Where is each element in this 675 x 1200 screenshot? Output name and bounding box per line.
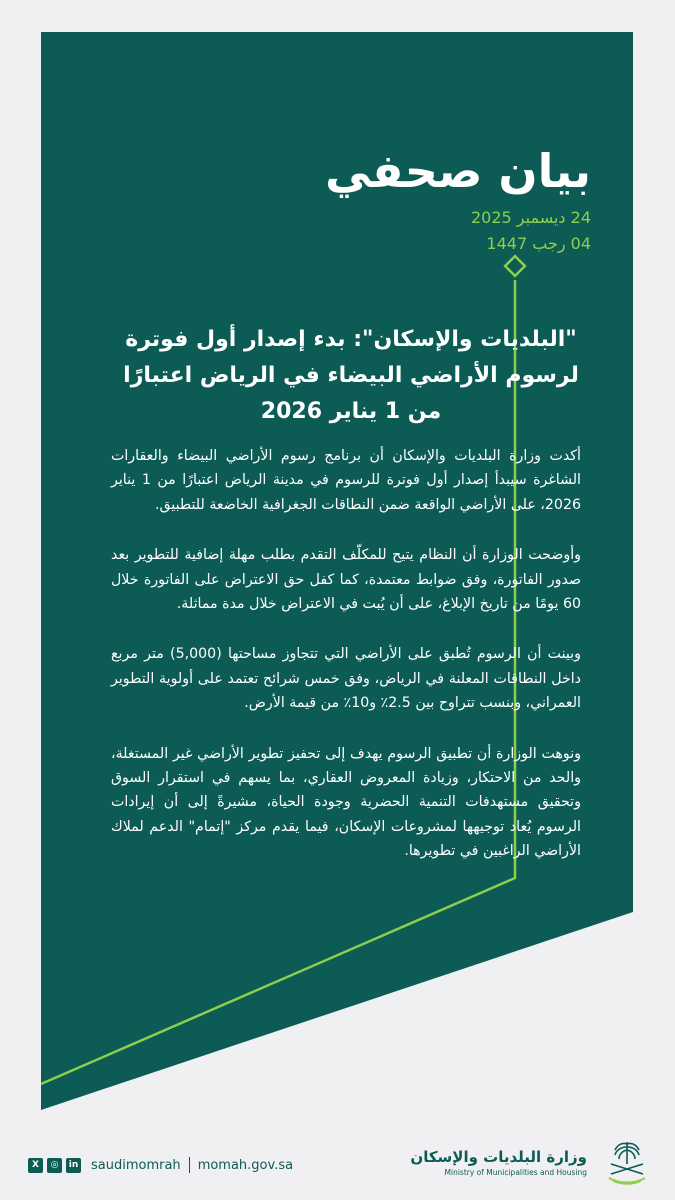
linkedin-icon[interactable]: in (66, 1158, 81, 1173)
date-hijri: 04 رجب 1447 (486, 234, 591, 253)
ministry-logo (410, 1138, 655, 1186)
website-link[interactable]: momah.gov.sa (197, 1157, 294, 1173)
body-text (111, 444, 581, 890)
headline: "البلديات والإسكان": بدء إصدار أول فوترة لرسوم الأراضي البيضاء في الرياض اعتبارًا من 1 يناير 2026 (123, 327, 579, 424)
ministry-name-english: Ministry of Municipalities and Housing (444, 1167, 587, 1177)
x-icon[interactable]: X (28, 1158, 43, 1173)
date-gregorian: 24 ديسمبر 2025 (470, 208, 591, 227)
diamond-icon (505, 256, 525, 276)
saudi-emblem-icon (599, 1138, 655, 1186)
paragraph-1: أكدت وزارة البلديات والإسكان أن برنامج رسوم الأراضي البيضاء والعقارات الشاغرة سيبدأ إصدار أول فوترة للرسوم في مدينة الرياض اعتبارًا من 1 يناير 2026، على الأراضي الواقعة ضمن النطاقات الجغرافية الخاضعة للتطبيق. (111, 448, 581, 513)
press-release-card (41, 32, 633, 1117)
divider (189, 1157, 190, 1173)
card-corner-cut (41, 912, 633, 1117)
ministry-name (410, 1148, 587, 1177)
social-handle: saudimomrah (91, 1157, 181, 1173)
ministry-name-arabic: وزارة البلديات والإسكان (410, 1147, 587, 1166)
paragraph-3: وبينت أن الرسوم تُطبق على الأراضي التي تتجاوز مساحتها (5,000) متر مربع داخل النطاقات المعلنة في الرياض، وفق خمس شرائح تعتمد على أولوية التطوير العمراني، وبنسب تتراوح بين 2.5٪ و10٪ من قيمة الأرض. (111, 646, 581, 712)
paragraph-4: ونوهت الوزارة أن تطبيق الرسوم يهدف إلى تحفيز تطوير الأراضي غير المستغلة، والحد من الاحتكار، وزيادة المعروض العقاري، بما يسهم في استقرار السوق وتحقيق مستهدفات التنمية الحضرية وجودة الحياة، مشيرةً إلى أن إيرادات الرسوم يُعاد توجيهها لمشروعات الإسكان، فيما يقدم مركز "إتمام" الدعم لملاك الأراضي الراغبين في تطويرها. (111, 745, 581, 860)
instagram-icon[interactable]: ◎ (47, 1158, 62, 1173)
page-title: بيان صحفي (325, 144, 591, 198)
paragraph-2: وأوضحت الوزارة أن النظام يتيح للمكلّف التقدم بطلب مهلة إضافية للتطوير بعد صدور الفاتورة، وفق ضوابط معتمدة، كما كفل حق الاعتراض على الفاتورة خلال 60 يومًا من تاريخ الإبلاغ، على أن يُبت في الاعتراض خلال مدة مماثلة. (111, 547, 581, 613)
footer-social (28, 1155, 293, 1175)
